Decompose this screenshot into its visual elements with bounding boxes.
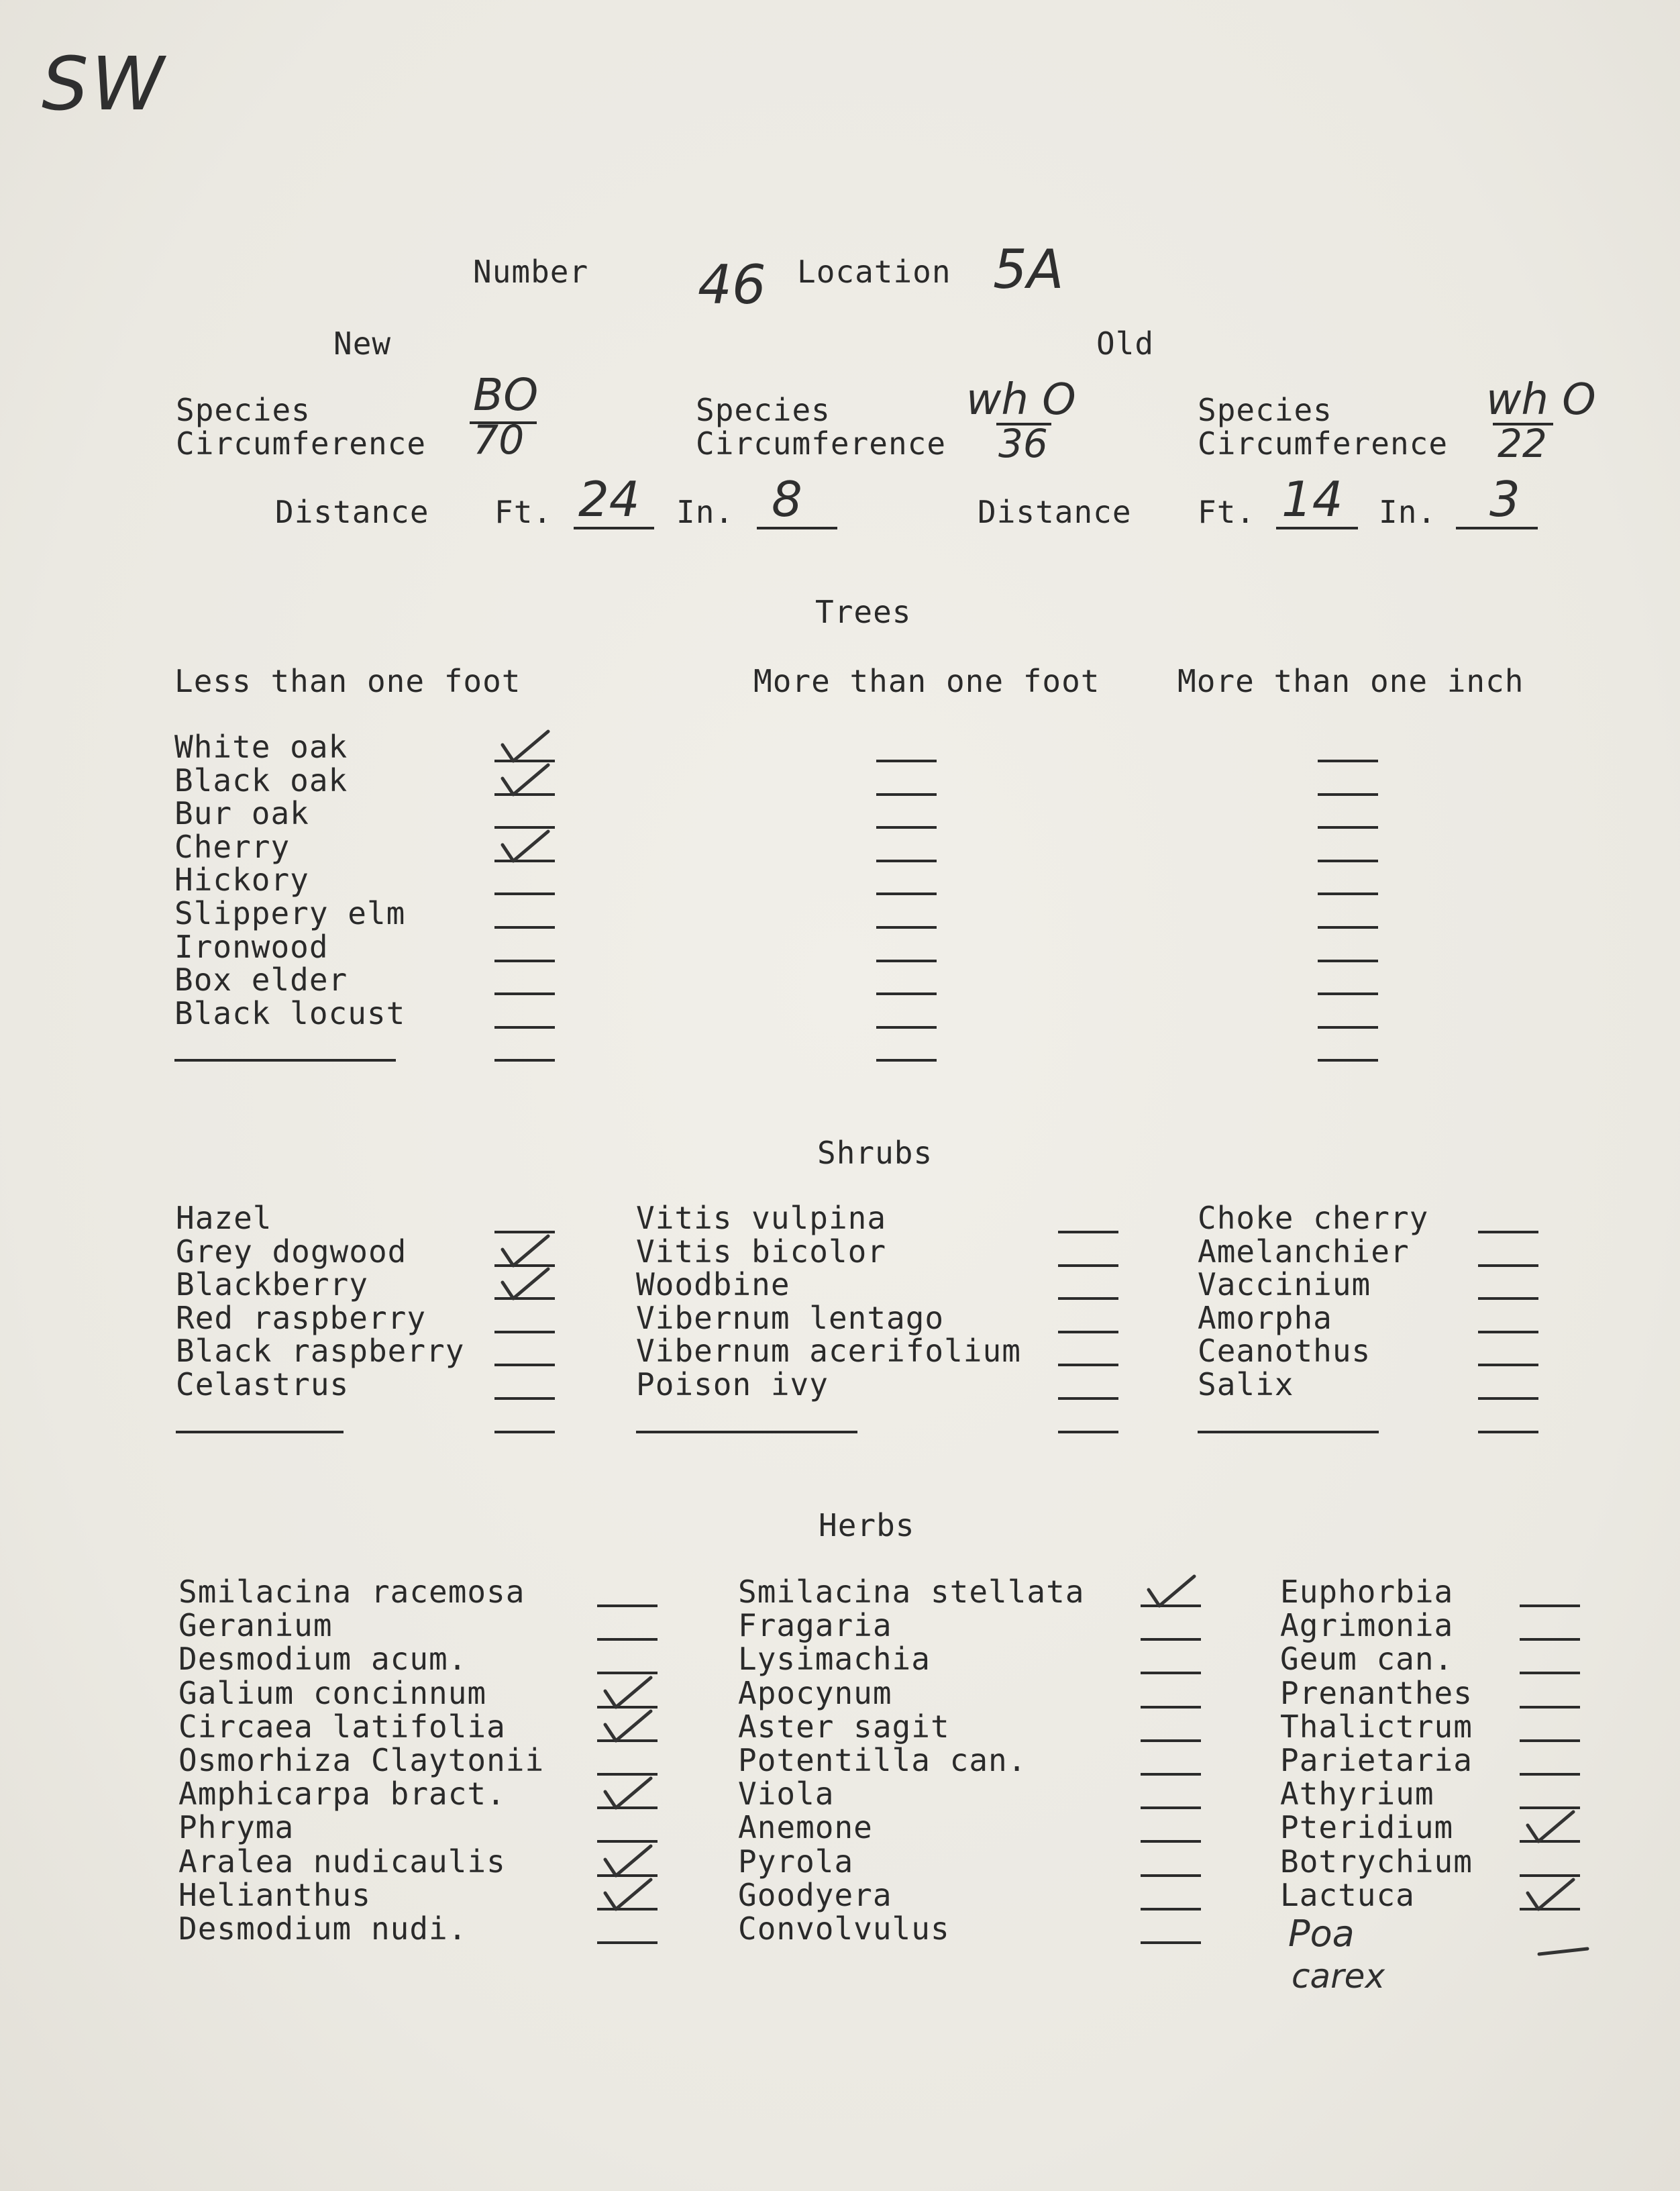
check-mark bbox=[498, 727, 552, 765]
check-blank[interactable] bbox=[1141, 1908, 1201, 1910]
check-blank[interactable] bbox=[1520, 1773, 1580, 1776]
check-blank[interactable] bbox=[1318, 826, 1378, 829]
write-in-blank[interactable] bbox=[176, 1431, 344, 1433]
check-blank[interactable] bbox=[1141, 1739, 1201, 1742]
check-blank[interactable] bbox=[494, 1059, 555, 1062]
list-item-label: Red raspberry bbox=[176, 1299, 427, 1336]
list-item-label: Apocynum bbox=[738, 1674, 892, 1711]
list-item-label: Thalictrum bbox=[1280, 1708, 1473, 1745]
check-mark bbox=[498, 761, 552, 799]
check-blank[interactable] bbox=[494, 992, 555, 995]
old-ft-value: 14 bbox=[1281, 471, 1343, 527]
old-left-species-line bbox=[996, 423, 1051, 425]
list-item-label: Botrychium bbox=[1280, 1843, 1473, 1880]
list-item-label: Choke cherry bbox=[1198, 1200, 1429, 1236]
check-blank[interactable] bbox=[1318, 893, 1378, 895]
old-ft-line bbox=[1276, 527, 1358, 529]
old-ft-label: Ft. bbox=[1198, 494, 1256, 530]
new-in-value: 8 bbox=[772, 471, 802, 527]
list-item-label: Goodyera bbox=[738, 1876, 892, 1913]
list-item-label: Desmodium nudi. bbox=[178, 1910, 468, 1947]
list-item-label: Phryma bbox=[178, 1809, 295, 1846]
check-mark bbox=[601, 1707, 655, 1745]
check-blank[interactable] bbox=[1141, 1638, 1201, 1641]
check-blank[interactable] bbox=[1058, 1431, 1118, 1433]
list-item-label: Hickory bbox=[174, 862, 309, 899]
list-item-label: Helianthus bbox=[178, 1876, 371, 1913]
list-item-label: Vibernum acerifolium bbox=[636, 1333, 1021, 1370]
check-blank[interactable] bbox=[1520, 1706, 1580, 1709]
list-item-label: Fragaria bbox=[738, 1607, 892, 1644]
list-item-label: Cherry bbox=[174, 828, 291, 865]
check-blank[interactable] bbox=[1318, 760, 1378, 762]
write-in-blank[interactable] bbox=[174, 1059, 396, 1062]
list-item-label: Celastrus bbox=[176, 1366, 350, 1403]
check-mark bbox=[601, 1842, 655, 1880]
list-item-label: Salix bbox=[1198, 1366, 1294, 1403]
old-right-species-label: Species bbox=[1198, 392, 1332, 428]
number-value: 46 bbox=[698, 254, 766, 316]
new-in-label: In. bbox=[676, 494, 735, 530]
herbs-extra-tick bbox=[1536, 1939, 1590, 1977]
check-blank[interactable] bbox=[1141, 1773, 1201, 1776]
check-blank[interactable] bbox=[1058, 1297, 1118, 1300]
list-item-label: Desmodium acum. bbox=[178, 1641, 468, 1678]
check-blank[interactable] bbox=[876, 860, 937, 862]
check-blank[interactable] bbox=[1318, 992, 1378, 995]
list-item-label: Amorpha bbox=[1198, 1299, 1332, 1336]
check-blank[interactable] bbox=[1141, 1840, 1201, 1843]
check-blank[interactable] bbox=[1478, 1364, 1538, 1366]
list-item-label: Pyrola bbox=[738, 1843, 854, 1880]
list-item-label: White oak bbox=[174, 729, 348, 765]
list-item-label: Pteridium bbox=[1280, 1809, 1454, 1846]
new-in-line bbox=[757, 527, 837, 529]
check-blank[interactable] bbox=[1520, 1604, 1580, 1607]
check-blank[interactable] bbox=[876, 760, 937, 762]
list-item-label: Black oak bbox=[174, 762, 348, 799]
check-mark bbox=[601, 1876, 655, 1913]
old-in-value: 3 bbox=[1489, 471, 1520, 527]
list-item-label: Box elder bbox=[174, 962, 348, 999]
herbs-title: Herbs bbox=[819, 1507, 915, 1543]
check-mark bbox=[498, 1265, 552, 1303]
list-item-label: Aster sagit bbox=[738, 1708, 950, 1745]
check-blank[interactable] bbox=[494, 1364, 555, 1366]
new-ft-line bbox=[574, 527, 654, 529]
check-blank[interactable] bbox=[1318, 1059, 1378, 1062]
list-item-label: Vibernum lentago bbox=[636, 1299, 945, 1336]
check-blank[interactable] bbox=[1478, 1397, 1538, 1400]
list-item-label: Vitis bicolor bbox=[636, 1233, 887, 1270]
trees-col-less-foot: Less than one foot bbox=[174, 663, 521, 699]
write-in-blank[interactable] bbox=[636, 1431, 857, 1433]
check-mark bbox=[498, 827, 552, 865]
check-mark bbox=[1145, 1572, 1198, 1610]
old-in-label: In. bbox=[1379, 494, 1437, 530]
check-blank[interactable] bbox=[1318, 926, 1378, 929]
list-item-label: Geum can. bbox=[1280, 1641, 1454, 1678]
check-blank[interactable] bbox=[1141, 1806, 1201, 1809]
check-blank[interactable] bbox=[876, 926, 937, 929]
check-mark bbox=[601, 1674, 655, 1711]
check-blank[interactable] bbox=[1141, 1874, 1201, 1877]
list-item-label: Convolvulus bbox=[738, 1910, 950, 1947]
check-blank[interactable] bbox=[1520, 1672, 1580, 1674]
list-item-label: Euphorbia bbox=[1280, 1574, 1454, 1610]
list-item-label: Osmorhiza Claytonii bbox=[178, 1742, 545, 1778]
check-blank[interactable] bbox=[494, 1331, 555, 1333]
old-left-species-label: Species bbox=[696, 392, 831, 428]
list-item-label: Prenanthes bbox=[1280, 1674, 1473, 1711]
new-species-line bbox=[470, 421, 537, 424]
check-blank[interactable] bbox=[876, 960, 937, 962]
list-item-label: Geranium bbox=[178, 1607, 333, 1644]
check-blank[interactable] bbox=[1478, 1231, 1538, 1233]
old-right-species-value: wh O bbox=[1486, 375, 1596, 425]
list-item-label: Vaccinium bbox=[1198, 1266, 1371, 1303]
check-blank[interactable] bbox=[494, 926, 555, 929]
check-blank[interactable] bbox=[1141, 1672, 1201, 1674]
list-item-label: Agrimonia bbox=[1280, 1607, 1454, 1644]
shrubs-title: Shrubs bbox=[817, 1135, 933, 1171]
check-blank[interactable] bbox=[876, 893, 937, 895]
list-item-label: Slippery elm bbox=[174, 895, 406, 931]
check-blank[interactable] bbox=[876, 793, 937, 796]
old-left-species-value: wh O bbox=[966, 375, 1076, 425]
check-blank[interactable] bbox=[1058, 1364, 1118, 1366]
old-in-line bbox=[1456, 527, 1538, 529]
check-blank[interactable] bbox=[1478, 1431, 1538, 1433]
check-blank[interactable] bbox=[1141, 1706, 1201, 1709]
corner-note: SW bbox=[42, 41, 167, 127]
list-item-label: Vitis vulpina bbox=[636, 1200, 887, 1236]
list-item-label: Blackberry bbox=[176, 1266, 368, 1303]
check-blank[interactable] bbox=[1478, 1264, 1538, 1267]
check-blank[interactable] bbox=[1058, 1331, 1118, 1333]
check-blank[interactable] bbox=[494, 1397, 555, 1400]
location-value: 5A bbox=[993, 238, 1064, 301]
check-blank[interactable] bbox=[494, 1431, 555, 1433]
check-blank[interactable] bbox=[597, 1941, 658, 1944]
check-blank[interactable] bbox=[1318, 1026, 1378, 1029]
trees-col-more-inch: More than one inch bbox=[1177, 663, 1524, 699]
write-in-blank[interactable] bbox=[1198, 1431, 1379, 1433]
list-item-label: Smilacina stellata bbox=[738, 1574, 1085, 1610]
check-mark bbox=[1524, 1876, 1577, 1913]
check-blank[interactable] bbox=[597, 1638, 658, 1641]
list-item-label: Circaea latifolia bbox=[178, 1708, 506, 1745]
list-item-label: Parietaria bbox=[1280, 1742, 1473, 1778]
list-item-label: Potentilla can. bbox=[738, 1742, 1027, 1778]
number-label: Number bbox=[473, 254, 589, 290]
old-left-circumference-value: 36 bbox=[998, 421, 1048, 466]
check-blank[interactable] bbox=[876, 1059, 937, 1062]
list-item-label: Amelanchier bbox=[1198, 1233, 1410, 1270]
list-item-label: Viola bbox=[738, 1776, 835, 1813]
check-blank[interactable] bbox=[1058, 1231, 1118, 1233]
new-heading: New bbox=[333, 325, 392, 362]
check-blank[interactable] bbox=[597, 1604, 658, 1607]
check-blank[interactable] bbox=[1478, 1297, 1538, 1300]
list-item-label: Galium concinnum bbox=[178, 1674, 487, 1711]
new-distance-label: Distance bbox=[275, 494, 429, 530]
check-blank[interactable] bbox=[1318, 860, 1378, 862]
list-item-label: Hazel bbox=[176, 1200, 272, 1236]
check-blank[interactable] bbox=[1141, 1941, 1201, 1944]
trees-col-more-foot: More than one foot bbox=[753, 663, 1100, 699]
location-label: Location bbox=[797, 254, 951, 290]
list-item-label: Anemone bbox=[738, 1809, 873, 1846]
list-item-label: Ceanothus bbox=[1198, 1333, 1371, 1370]
check-blank[interactable] bbox=[1058, 1397, 1118, 1400]
old-right-species-line bbox=[1493, 423, 1553, 425]
check-blank[interactable] bbox=[494, 1026, 555, 1029]
old-right-circumference-label: Circumference bbox=[1198, 425, 1449, 462]
check-blank[interactable] bbox=[1520, 1739, 1580, 1742]
new-species-value: BO bbox=[473, 369, 539, 421]
trees-title: Trees bbox=[815, 594, 912, 630]
list-item-label: Aralea nudicaulis bbox=[178, 1843, 506, 1880]
old-left-circumference-label: Circumference bbox=[696, 425, 947, 462]
list-item-label: Lysimachia bbox=[738, 1641, 931, 1678]
list-item-label: Bur oak bbox=[174, 795, 309, 832]
check-blank[interactable] bbox=[1520, 1638, 1580, 1641]
list-item-label: Black raspberry bbox=[176, 1333, 465, 1370]
check-blank[interactable] bbox=[494, 960, 555, 962]
new-species-label: Species bbox=[176, 392, 311, 428]
check-mark bbox=[601, 1774, 655, 1812]
check-blank[interactable] bbox=[876, 1026, 937, 1029]
herbs-extra-carex: carex bbox=[1292, 1957, 1385, 1996]
list-item-label: Woodbine bbox=[636, 1266, 790, 1303]
old-right-circumference-value: 22 bbox=[1498, 421, 1547, 466]
list-item-label: Smilacina racemosa bbox=[178, 1574, 525, 1610]
check-blank[interactable] bbox=[876, 826, 937, 829]
check-blank[interactable] bbox=[1478, 1331, 1538, 1333]
list-item-label: Grey dogwood bbox=[176, 1233, 407, 1270]
check-blank[interactable] bbox=[1318, 793, 1378, 796]
check-blank[interactable] bbox=[494, 893, 555, 895]
check-mark bbox=[1524, 1808, 1577, 1845]
check-blank[interactable] bbox=[1058, 1264, 1118, 1267]
list-item-label: Lactuca bbox=[1280, 1876, 1415, 1913]
list-item-label: Poison ivy bbox=[636, 1366, 829, 1403]
check-blank[interactable] bbox=[1318, 960, 1378, 962]
new-ft-label: Ft. bbox=[494, 494, 553, 530]
new-ft-value: 24 bbox=[578, 471, 640, 527]
old-distance-label: Distance bbox=[978, 494, 1132, 530]
list-item-label: Amphicarpa bract. bbox=[178, 1776, 506, 1813]
new-circumference-value: 70 bbox=[473, 417, 525, 464]
old-heading: Old bbox=[1096, 325, 1155, 362]
list-item-label: Black locust bbox=[174, 995, 406, 1031]
check-blank[interactable] bbox=[876, 992, 937, 995]
check-mark bbox=[498, 1232, 552, 1270]
list-item-label: Athyrium bbox=[1280, 1776, 1434, 1813]
herbs-extra-poa: Poa bbox=[1288, 1913, 1355, 1955]
list-item-label: Ironwood bbox=[174, 928, 329, 965]
new-circumference-label: Circumference bbox=[176, 425, 427, 462]
